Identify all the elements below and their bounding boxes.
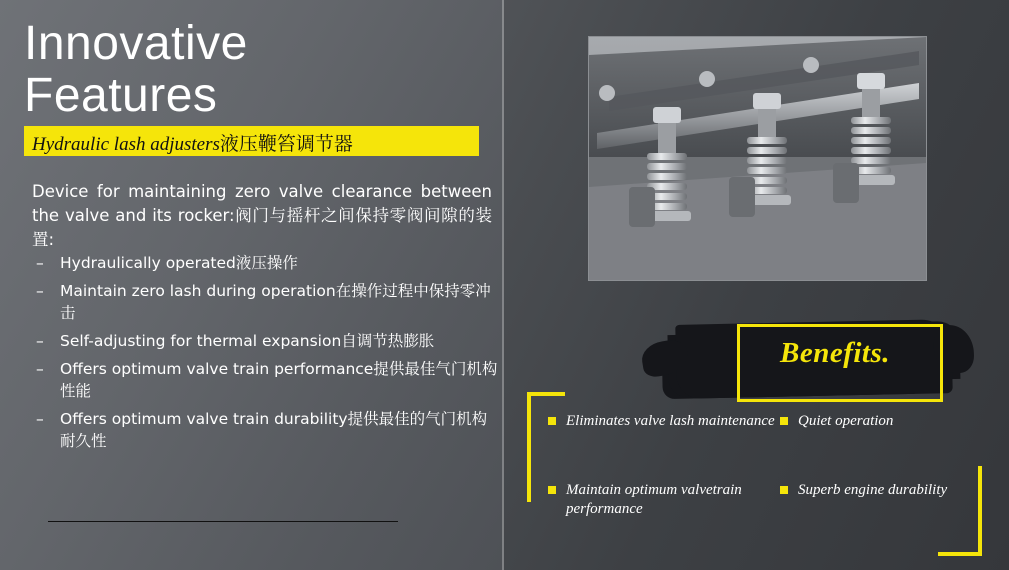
list-item-label: Self-adjusting for thermal expansion自调节热膨胀 [60, 332, 435, 350]
list-item-label: Hydraulically operated液压操作 [60, 254, 298, 272]
list-item [32, 280, 502, 324]
list-item-label: Quiet operation [798, 413, 894, 429]
list-item [780, 481, 978, 519]
engine-valvetrain-photo [588, 36, 927, 281]
bullet-marker: – [36, 282, 44, 300]
subtitle-english: Hydraulic lash adjusters [32, 134, 220, 155]
bullet-marker: – [36, 254, 44, 272]
footer-rule [48, 521, 398, 522]
bullet-marker: – [36, 360, 44, 378]
square-bullet-icon [548, 417, 556, 425]
list-item [32, 330, 502, 352]
list-item-label: Offers optimum valve train durability提供最佳的气门机构耐久性 [60, 410, 488, 450]
list-item [32, 358, 502, 402]
panel-divider [502, 0, 504, 570]
list-item [548, 481, 780, 519]
list-item [548, 412, 780, 431]
bullet-marker: – [36, 332, 44, 350]
description-paragraph: Device for maintaining zero valve clearance between the valve and its rocker:阀门与摇杆之间保持零阀间隙的装置: [32, 182, 492, 249]
list-item-label: Offers optimum valve train performance提供最佳气门机构性能 [60, 360, 498, 400]
subtitle-chinese: 液压鞭笞调节器 [219, 133, 353, 155]
square-bullet-icon [780, 417, 788, 425]
list-item [32, 408, 502, 452]
subtitle-text [32, 129, 353, 156]
title-line-2: Features [24, 69, 218, 122]
square-bullet-icon [780, 486, 788, 494]
benefit-list [548, 412, 978, 519]
bullet-marker: – [36, 410, 44, 428]
list-item [32, 252, 502, 274]
list-item-label: Maintain zero lash during operation在操作过程中保持零冲击 [60, 282, 491, 322]
list-item-label: Maintain optimum valvetrain performance [566, 482, 742, 517]
list-item-label: Superb engine durability [798, 482, 948, 498]
square-bullet-icon [548, 486, 556, 494]
list-item [780, 412, 978, 431]
feature-bullet-list [32, 252, 502, 458]
subtitle-highlight-bar [24, 126, 479, 156]
title-line-1: Innovative [24, 17, 248, 70]
benefit-heading: Benefits. [780, 337, 891, 369]
engine-render-illustration [589, 37, 926, 280]
page-title [24, 18, 464, 122]
list-item-label: Eliminates valve lash maintenance [566, 413, 775, 429]
